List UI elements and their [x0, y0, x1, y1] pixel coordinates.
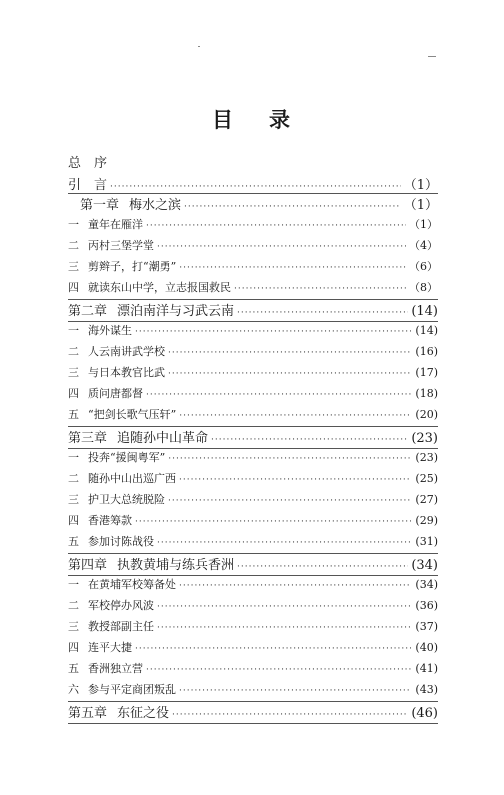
toc-entry-chapter[interactable] — [68, 702, 438, 724]
toc-entry-preface[interactable] — [68, 152, 438, 172]
scan-speck — [198, 46, 200, 47]
entry-page: (18) — [415, 387, 438, 400]
entry-title: 海外谋生 — [88, 324, 132, 337]
leader-dots — [157, 623, 411, 633]
toc-entry-section[interactable] — [68, 512, 438, 533]
entry-number: 一 — [68, 218, 79, 231]
entry-number: 第一章 — [80, 198, 120, 213]
leader-dots — [172, 710, 408, 720]
leader-dots — [211, 435, 408, 445]
toc-entry-section[interactable] — [68, 597, 438, 618]
leader-dots — [168, 454, 411, 464]
entry-title: 丙村三堡学堂 — [88, 239, 154, 252]
leader-dots — [179, 411, 411, 421]
entry-page: (14) — [411, 304, 438, 319]
leader-dots — [157, 538, 411, 548]
toc-entry-section[interactable] — [68, 533, 438, 554]
entry-title: 教授部副主任 — [88, 620, 154, 633]
entry-page: (17) — [415, 366, 438, 379]
entry-number: 三 — [68, 620, 79, 633]
scan-speck — [428, 56, 436, 57]
entry-number: 一 — [68, 578, 79, 591]
entry-number: 五 — [68, 535, 79, 548]
entry-title: 护卫大总统脱险 — [88, 493, 165, 506]
toc-entry-section[interactable] — [68, 681, 438, 702]
entry-page: (46) — [411, 706, 438, 721]
entry-page: (34) — [411, 558, 438, 573]
entry-page: (29) — [415, 514, 438, 527]
toc-entry-section[interactable] — [68, 237, 438, 258]
entry-number: 二 — [68, 345, 79, 358]
toc-entry-section[interactable] — [68, 576, 438, 597]
entry-number: 五 — [68, 408, 79, 421]
entry-page: (14) — [415, 324, 438, 337]
entry-page: (34) — [415, 578, 438, 591]
leader-dots — [237, 308, 408, 318]
entry-title: 随孙中山出巡广西 — [88, 472, 176, 485]
entry-title: 漂泊南洋与习武云南 — [117, 304, 235, 319]
entry-title: 梅水之滨 — [129, 198, 182, 213]
entry-title: 连平大捷 — [88, 641, 132, 654]
entry-page: （4） — [409, 239, 438, 252]
leader-dots — [110, 182, 401, 192]
leader-dots — [179, 475, 411, 485]
entry-title: 在黄埔军校筹备处 — [88, 578, 176, 591]
entry-page: (16) — [415, 345, 438, 358]
entry-number: 第二章 — [68, 304, 108, 319]
entry-page: (25) — [415, 472, 438, 485]
entry-page: （8） — [409, 281, 438, 294]
page-title — [0, 104, 504, 134]
toc-entry-chapter[interactable] — [68, 554, 438, 576]
entry-page: (23) — [415, 451, 438, 464]
leader-dots — [168, 369, 411, 379]
entry-number: 三 — [68, 260, 79, 273]
leader-dots — [135, 327, 411, 337]
entry-number: 三 — [68, 493, 79, 506]
title-char: 录 — [269, 108, 292, 132]
entry-title: 参与平定商团叛乱 — [88, 683, 176, 696]
toc-entry-section[interactable] — [68, 343, 438, 364]
leader-dots — [179, 686, 411, 696]
toc-entry-section[interactable] — [68, 449, 438, 470]
toc-entry-introduction[interactable] — [68, 174, 438, 194]
leader-dots — [168, 348, 411, 358]
entry-number: 六 — [68, 683, 79, 696]
entry-number: 第三章 — [68, 431, 108, 446]
leader-dots — [179, 263, 406, 273]
entry-number: 五 — [68, 662, 79, 675]
leader-dots — [135, 517, 411, 527]
toc-entry-section[interactable] — [68, 491, 438, 512]
leader-dots — [234, 284, 406, 294]
toc-entry-section[interactable] — [68, 470, 438, 491]
toc-entry-section[interactable] — [68, 385, 438, 406]
toc-entry-section[interactable] — [68, 258, 438, 279]
table-of-contents — [68, 150, 438, 724]
toc-entry-section[interactable] — [68, 216, 438, 237]
entry-number: 一 — [68, 324, 79, 337]
entry-page: (41) — [415, 662, 438, 675]
entry-number: 三 — [68, 366, 79, 379]
leader-dots — [157, 602, 411, 612]
leader-dots — [146, 665, 411, 675]
toc-entry-section[interactable] — [68, 406, 438, 427]
leader-dots — [146, 390, 411, 400]
entry-number: 四 — [68, 387, 79, 400]
entry-title: 香港筹款 — [88, 514, 132, 527]
entry-title: 与日本教官比武 — [88, 366, 165, 379]
entry-page: (27) — [415, 493, 438, 506]
entry-title: 东征之役 — [117, 706, 170, 721]
entry-number: 四 — [68, 641, 79, 654]
entry-title: 追随孙中山革命 — [117, 431, 209, 446]
entry-title: 人云南讲武学校 — [88, 345, 165, 358]
entry-title: 总 序 — [68, 156, 108, 171]
toc-entry-section[interactable] — [68, 364, 438, 385]
entry-title: 军校停办风波 — [88, 599, 154, 612]
entry-title: 香洲独立营 — [88, 662, 143, 675]
entry-number: 四 — [68, 281, 79, 294]
toc-entry-chapter[interactable] — [68, 300, 438, 322]
entry-title: 引 言 — [68, 178, 108, 193]
entry-title: 童年在雁洋 — [88, 218, 143, 231]
toc-entry-section[interactable] — [68, 279, 438, 300]
leader-dots — [237, 562, 408, 572]
entry-title: 剪辫子，打“潮勇” — [88, 260, 177, 273]
toc-entry-section[interactable] — [68, 660, 438, 681]
entry-page: (37) — [415, 620, 438, 633]
toc-entry-chapter[interactable] — [68, 194, 438, 216]
entry-page: (36) — [415, 599, 438, 612]
entry-page: (31) — [415, 535, 438, 548]
entry-number: 四 — [68, 514, 79, 527]
entry-page: （6） — [409, 260, 438, 273]
entry-page: （1） — [409, 218, 438, 231]
entry-page: (23) — [411, 431, 438, 446]
entry-title: “把剑长歌气压轩” — [88, 408, 177, 421]
entry-number: 二 — [68, 472, 79, 485]
toc-entry-chapter[interactable] — [68, 427, 438, 449]
leader-dots — [168, 496, 411, 506]
toc-entry-section[interactable] — [68, 322, 438, 343]
entry-title: 质问唐都督 — [88, 387, 143, 400]
leader-dots — [179, 581, 411, 591]
entry-page: (43) — [415, 683, 438, 696]
title-char: 目 — [212, 108, 235, 132]
entry-page: (40) — [415, 641, 438, 654]
toc-entry-section[interactable] — [68, 639, 438, 660]
entry-number: 第四章 — [68, 558, 108, 573]
entry-number: 二 — [68, 599, 79, 612]
entry-page: （1） — [403, 178, 438, 193]
entry-number: 二 — [68, 239, 79, 252]
entry-title: 投奔“援闽粤军” — [88, 451, 166, 464]
entry-title: 参加讨陈战役 — [88, 535, 154, 548]
entry-number: 第五章 — [68, 706, 108, 721]
leader-dots — [146, 221, 406, 231]
entry-title: 就读东山中学，立志报国救民 — [88, 281, 231, 294]
leader-dots — [157, 242, 406, 252]
toc-entry-section[interactable] — [68, 618, 438, 639]
entry-page: (20) — [415, 408, 438, 421]
entry-title: 执教黄埔与练兵香洲 — [117, 558, 235, 573]
entry-page: （1） — [403, 198, 438, 213]
leader-dots — [184, 202, 401, 212]
entry-number: 一 — [68, 451, 79, 464]
leader-dots — [135, 644, 411, 654]
